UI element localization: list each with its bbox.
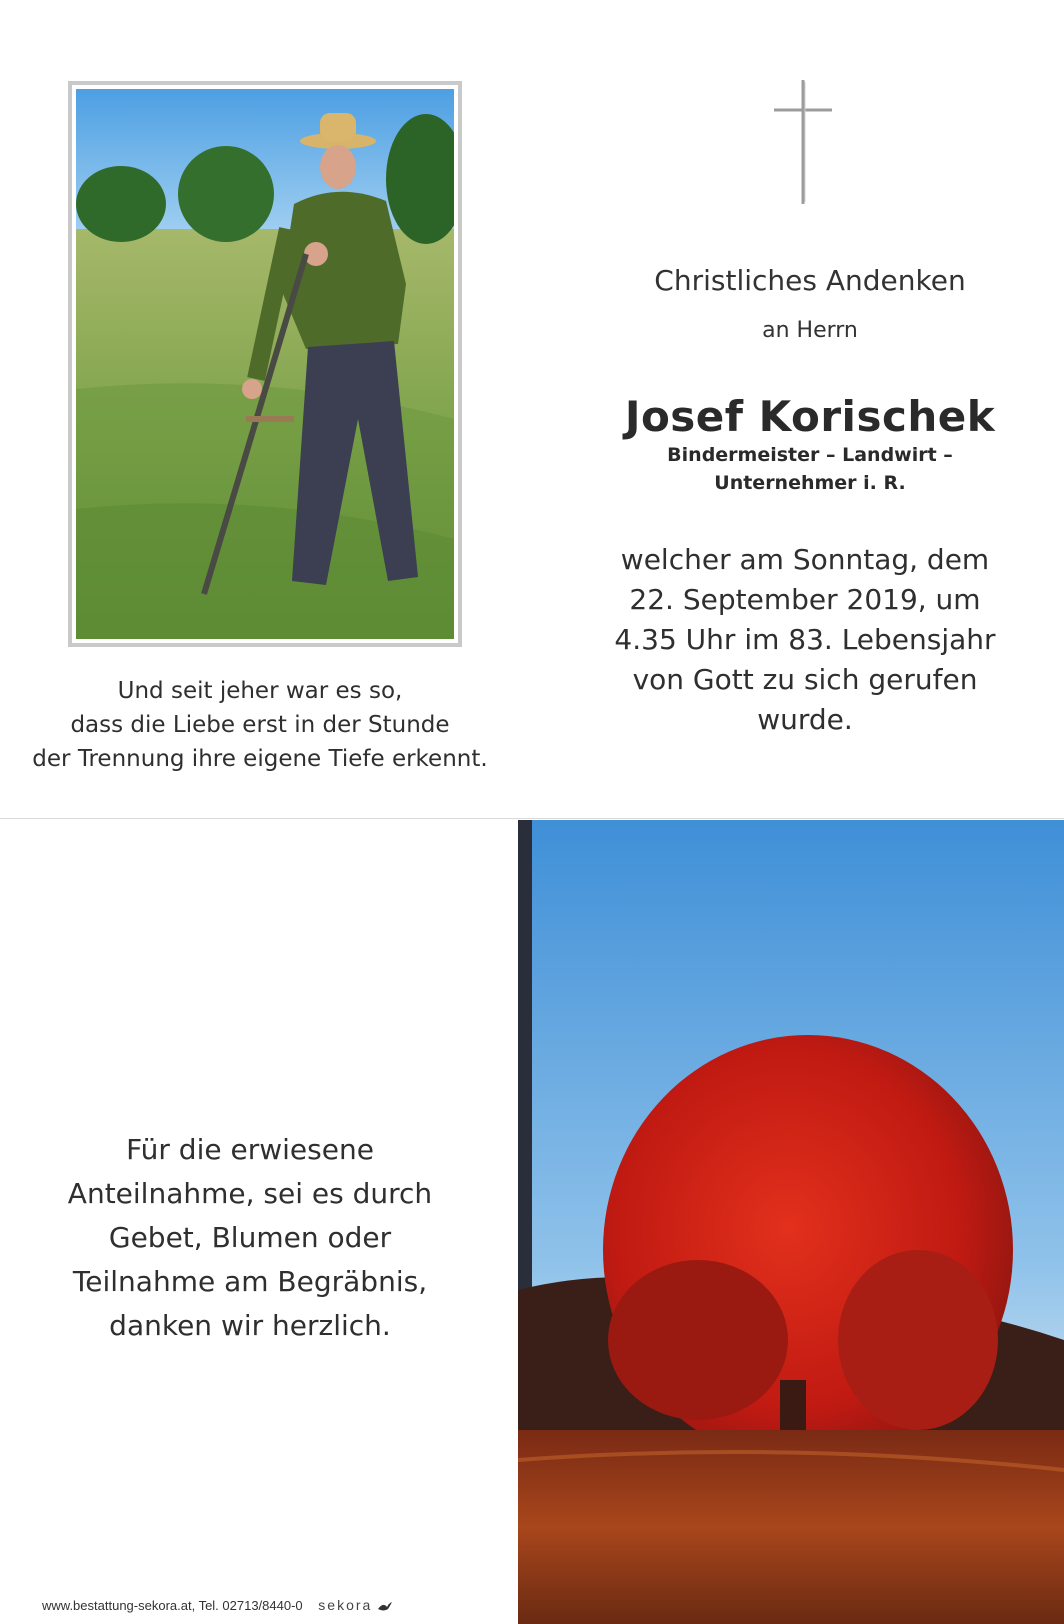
quote-line: Und seit jeher war es so, (117, 678, 403, 704)
thanks-line: Für die erwiesene (126, 1133, 374, 1166)
sekora-logo: sekora (318, 1597, 373, 1613)
thanks-line: Teilnahme am Begräbnis, (72, 1265, 428, 1298)
occupation-line: Bindermeister – Landwirt – (667, 444, 953, 466)
footer-contact: www.bestattung-sekora.at, Tel. 02713/8440-0 (42, 1598, 303, 1613)
death-notice-line: welcher am Sonntag, dem (620, 543, 990, 576)
death-notice-line: 22. September 2019, um (629, 583, 981, 616)
cross-icon (772, 78, 834, 206)
thanks-line: danken wir herzlich. (109, 1309, 391, 1342)
portrait-photo-frame (68, 81, 462, 647)
page-heading: Christliches Andenken (654, 264, 966, 297)
thanks-text (30, 1128, 470, 1348)
death-notice-line: wurde. (757, 703, 853, 736)
memorial-quote (0, 674, 520, 776)
page-subheading: an Herrn (762, 318, 858, 343)
quote-line: der Trennung ihre eigene Tiefe erkennt. (32, 746, 488, 772)
portrait-photo (76, 89, 454, 639)
bird-icon (377, 1601, 393, 1613)
death-notice (600, 540, 1010, 740)
death-notice-line: von Gott zu sich gerufen (632, 663, 978, 696)
death-notice-line: 4.35 Uhr im 83. Lebensjahr (614, 623, 996, 656)
thanks-line: Anteilnahme, sei es durch (67, 1177, 433, 1210)
thanks-line: Gebet, Blumen oder (108, 1221, 392, 1254)
fold-divider (0, 818, 1064, 819)
deceased-name: Josef Korischek (624, 392, 996, 441)
occupation-line: Unternehmer i. R. (714, 472, 906, 494)
footer (42, 1597, 393, 1613)
quote-line: dass die Liebe erst in der Stunde (70, 712, 450, 738)
tree-photo (518, 820, 1064, 1624)
